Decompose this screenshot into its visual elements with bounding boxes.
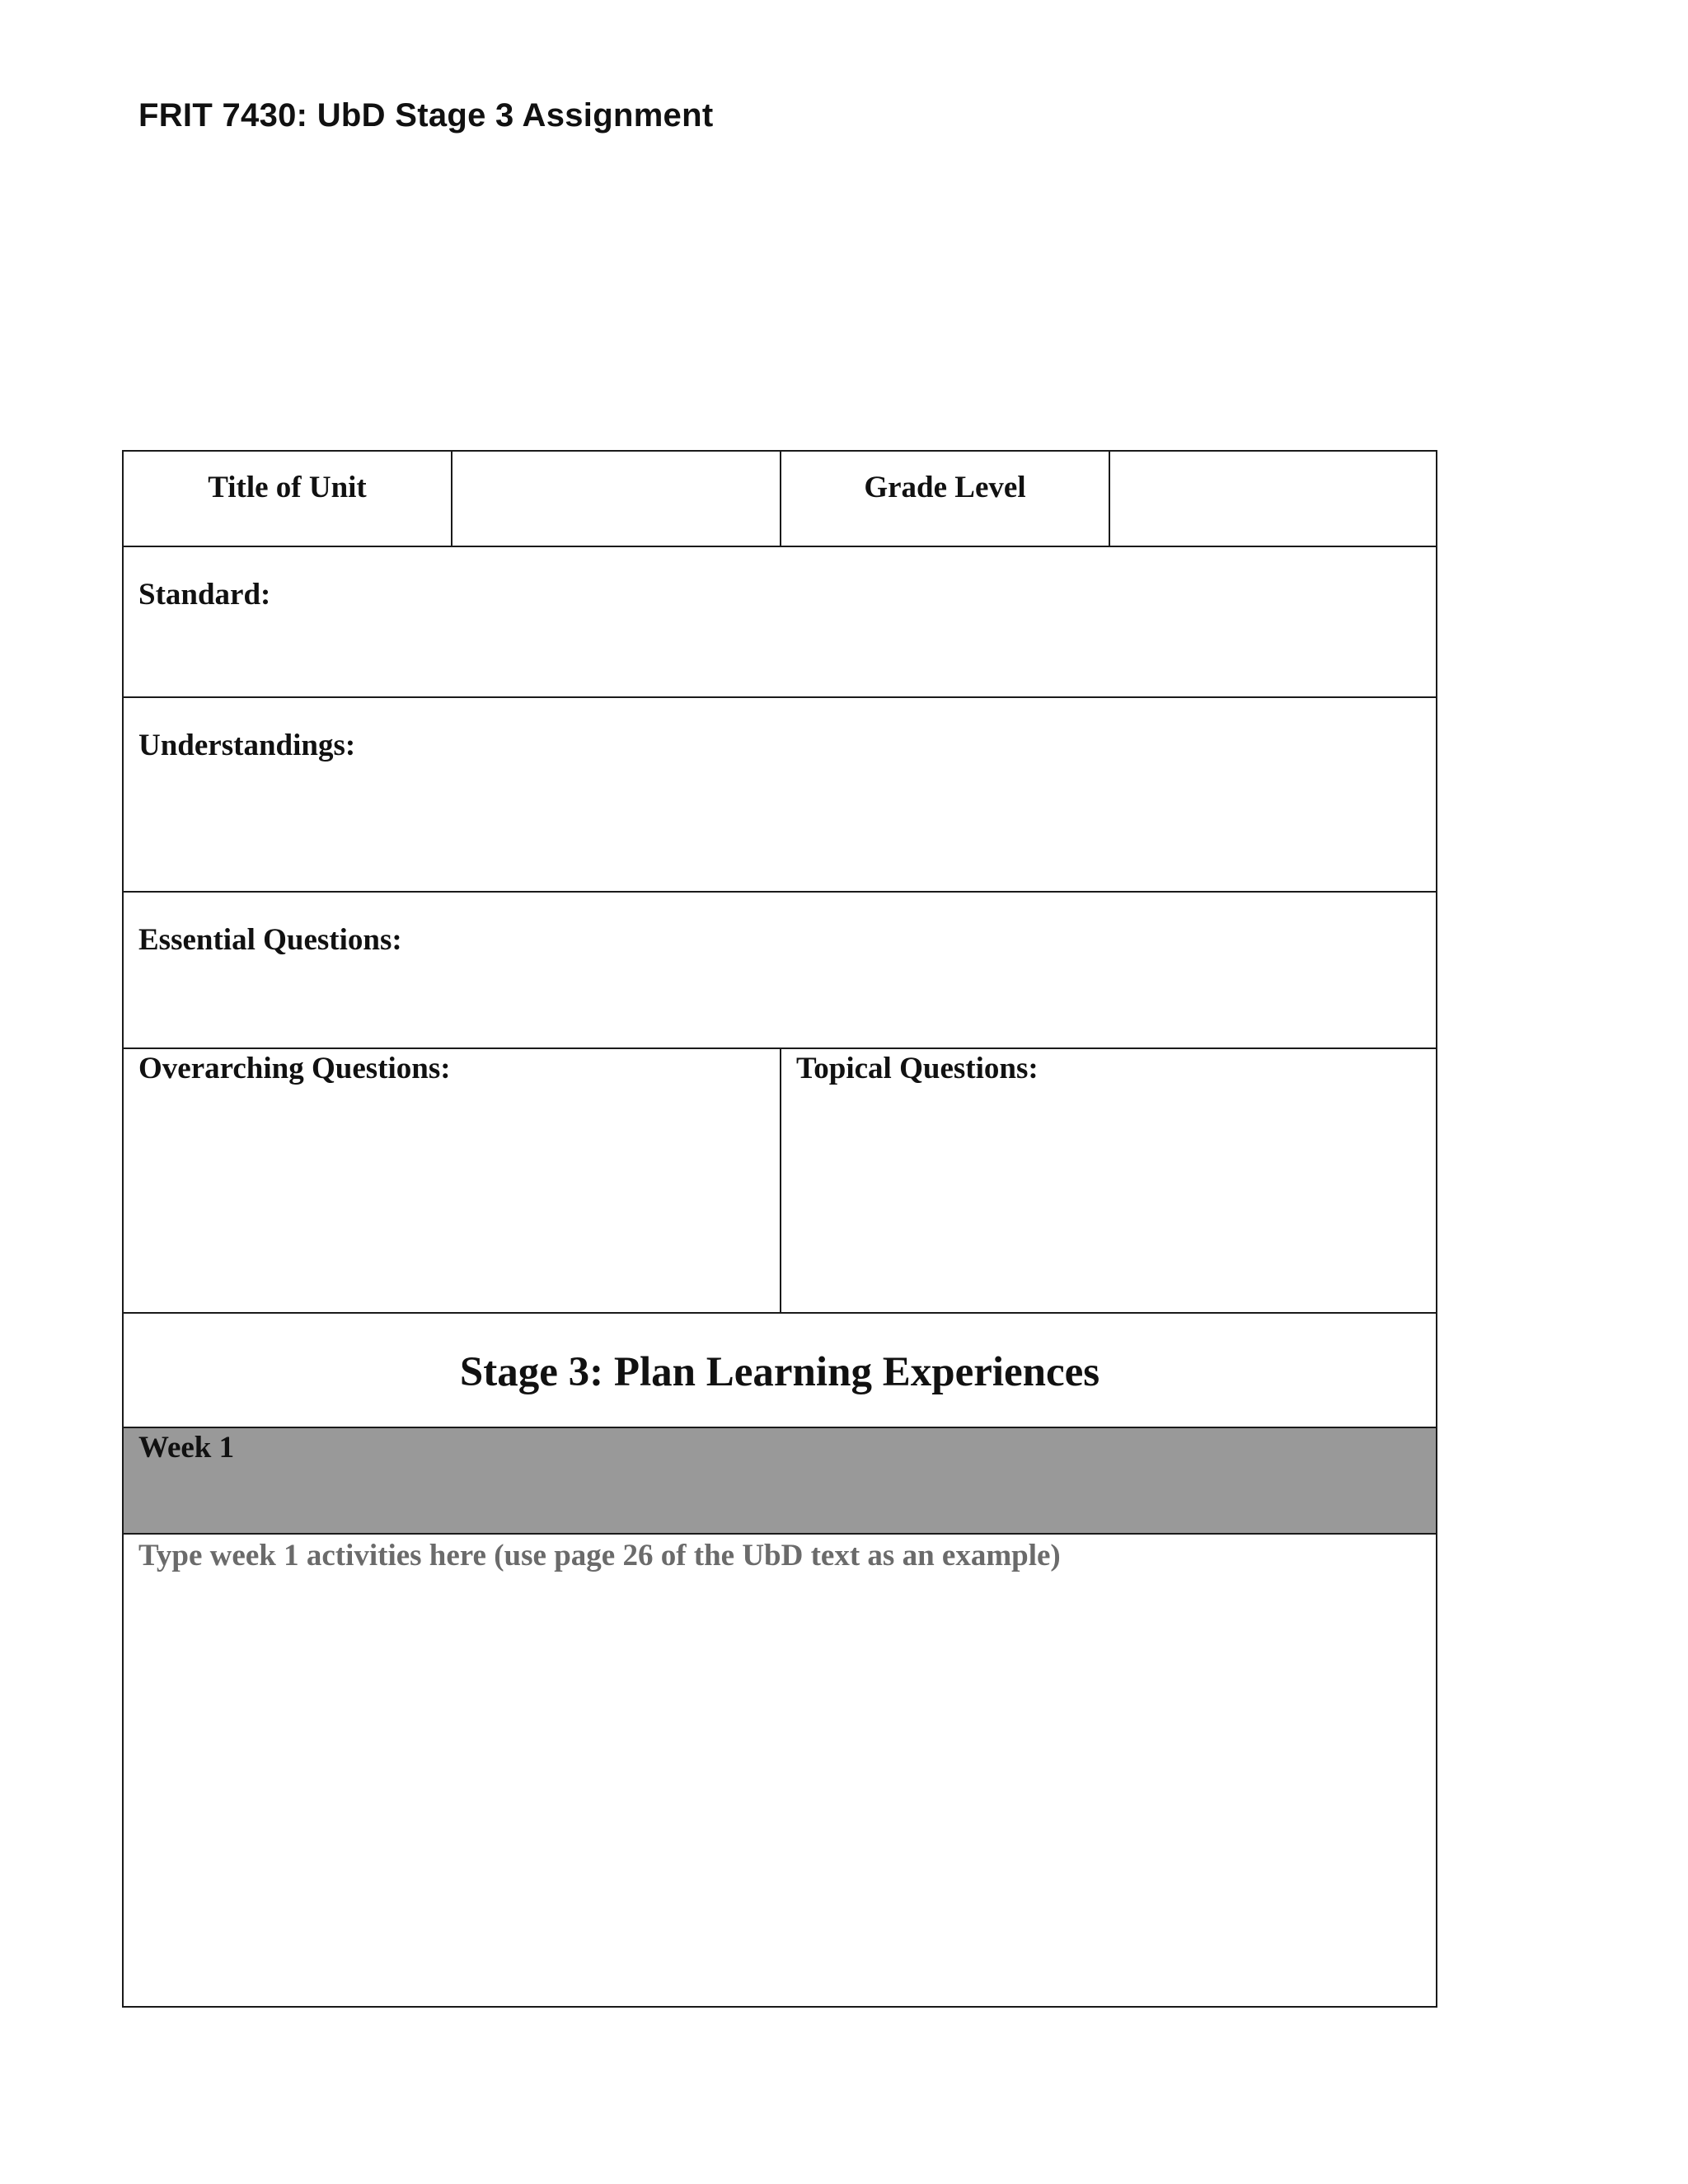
standard-field[interactable] <box>124 547 1436 698</box>
questions-row <box>124 1049 1436 1314</box>
stage-title: Stage 3: Plan Learning Experiences <box>459 1349 1100 1395</box>
week-1-header <box>124 1428 1436 1535</box>
grade-level-label-cell <box>781 452 1110 546</box>
document-header: FRIT 7430: UbD Stage 3 Assignment <box>138 97 714 134</box>
title-of-unit-label-cell <box>124 452 452 546</box>
standard-label: Standard: <box>138 578 271 612</box>
grade-level-label: Grade Level <box>864 471 1026 504</box>
topical-questions-label: Topical Questions: <box>796 1052 1039 1085</box>
understandings-field[interactable] <box>124 698 1436 893</box>
unit-info-row <box>124 452 1436 547</box>
title-of-unit-label: Title of Unit <box>208 471 367 504</box>
week-1-label: Week 1 <box>138 1431 235 1465</box>
essential-questions-field[interactable] <box>124 893 1436 1049</box>
topical-questions-field[interactable] <box>781 1049 1436 1312</box>
stage-heading-row <box>124 1314 1436 1428</box>
title-of-unit-field[interactable] <box>452 452 781 546</box>
essential-questions-label: Essential Questions: <box>138 923 402 957</box>
grade-level-field[interactable] <box>1110 452 1436 546</box>
understandings-label: Understandings: <box>138 729 356 762</box>
overarching-questions-label: Overarching Questions: <box>138 1052 451 1085</box>
week-1-activities-placeholder: Type week 1 activities here (use page 26 of the UbD text as an example) <box>138 1539 1061 1572</box>
ubd-stage3-form <box>122 450 1437 2008</box>
week-1-activities-field[interactable] <box>124 1535 1436 2006</box>
overarching-questions-field[interactable] <box>124 1049 781 1312</box>
